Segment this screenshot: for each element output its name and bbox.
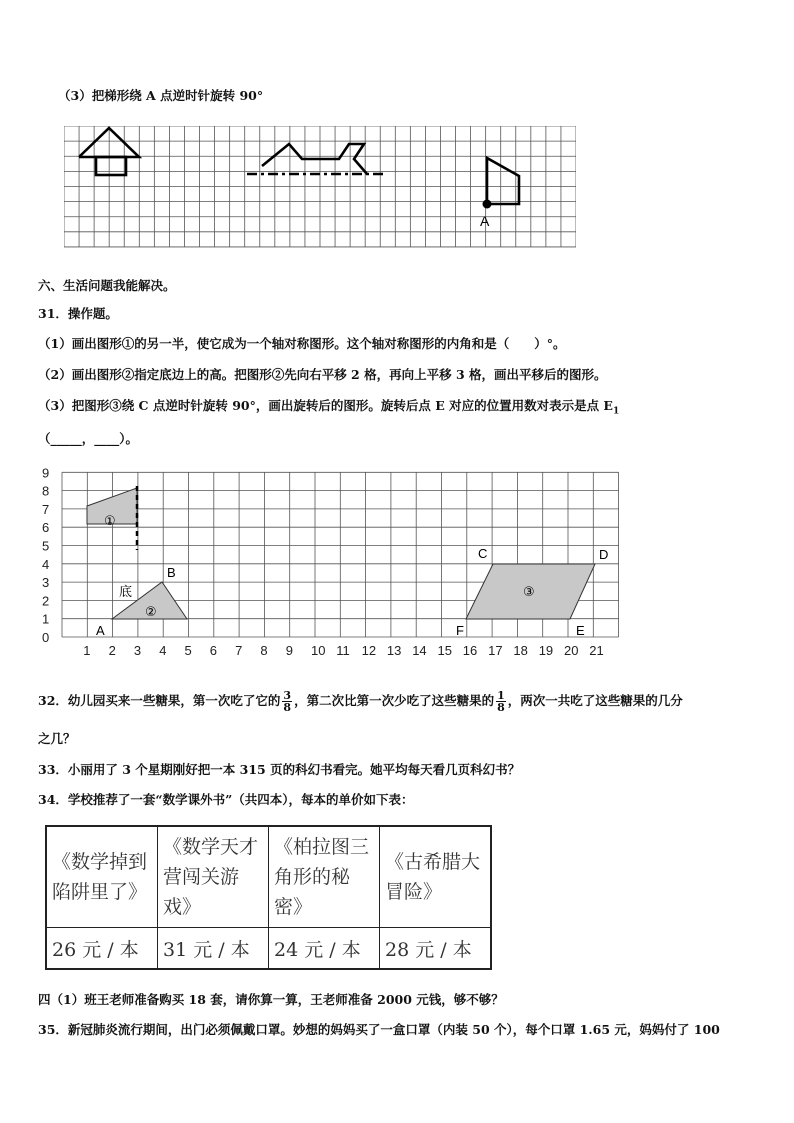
q32-text: 32．幼儿园买来一些糖果，第一次吃了它的 $\frac{3}{8}$ ，第二次比第一次少吃了这些糖果的 $\frac{1}{8}$ ，两次一共吃了这些糖果的几分 (38, 689, 683, 714)
q30-part3-text: （3）把梯形绕 A 点逆时针旋转 90° (58, 88, 264, 103)
book-name-cell: 《数学掉到陷阱里了》 (46, 826, 158, 928)
x-tick-label: 9 (285, 643, 293, 658)
book-name-cell: 《古希腊大冒险》 (380, 826, 492, 928)
q31-part3: （3）把图形③绕 C 点逆时针旋转 90°，画出旋转后的图形。旋转后点 E 对应的位置用数对表示是点 $E_1$ (38, 398, 620, 417)
book-price-cell: 31 元 / 本 (158, 928, 269, 970)
y-tick-label: 2 (42, 593, 50, 609)
x-tick-label: 14 (412, 643, 427, 658)
q34-question: 四（1）班王老师准备购买 18 套，请你算一算，王老师准备 2000 元钱，够不够？ (38, 992, 504, 1007)
book-price-cell: 28 元 / 本 (380, 928, 492, 970)
x-tick-label: 19 (538, 643, 554, 658)
q35-text: 35．新冠肺炎流行期间，出门必须佩戴口罩。妙想的妈妈买了一盒口罩（内装 50 个），每个口罩 1.65 元，妈妈付了 100 (38, 1022, 720, 1037)
y-tick-label: 4 (42, 556, 50, 572)
y-tick-label: 6 (42, 520, 50, 536)
point-b: B (167, 565, 176, 580)
x-tick-label: 18 (513, 643, 528, 658)
x-tick-label: 4 (159, 643, 167, 658)
y-tick-label: 7 (42, 501, 50, 517)
y-tick-label: 9 (42, 465, 50, 481)
pattern-figure (247, 144, 384, 174)
point-c: C (478, 546, 488, 561)
x-tick-label: 12 (361, 643, 377, 658)
y-tick-label: 5 (42, 538, 50, 554)
y-tick-label: 3 (42, 575, 50, 591)
q32-text-cont: 之几？ (38, 731, 76, 746)
x-tick-label: 20 (564, 643, 579, 658)
x-tick-label: 21 (589, 643, 604, 658)
point-a-label: A (480, 213, 490, 229)
x-tick-label: 5 (184, 643, 192, 658)
book-price-table (45, 825, 492, 970)
book-price-cell: 24 元 / 本 (269, 928, 380, 970)
point-d: D (599, 547, 609, 562)
q31-part2: （2）画出图形②指定底边上的高。把图形②先向右平移 2 格，再向上平移 3 格，画出平移后的图形。 (38, 367, 607, 382)
q33-text: 33．小丽用了 3 个星期刚好把一本 315 页的科幻书看完。她平均每天看几页科幻书？ (38, 762, 521, 777)
coordinate-grid (38, 458, 638, 663)
x-tick-label: 13 (386, 643, 402, 658)
fraction-1-8: $\frac{1}{8}$ (497, 689, 505, 714)
q31-part1: （1）画出图形①的另一半，使它成为一个轴对称图形。这个轴对称图形的内角和是（ ）°。 (38, 336, 566, 351)
x-tick-label: 2 (108, 643, 116, 658)
trapezoid-figure (487, 158, 519, 204)
x-tick-label: 15 (437, 643, 452, 658)
q34-title: 34．学校推荐了一套“数学课外书”（共四本），每本的单价如下表： (38, 792, 414, 807)
y-tick-label: 0 (42, 630, 50, 645)
section-six-heading: 六、生活问题我能解决。 (38, 278, 176, 293)
q31-part3-answer: （_____，____）。 (38, 431, 139, 446)
x-tick-label: 16 (462, 643, 478, 658)
point-a-marker (483, 200, 492, 209)
x-tick-label: 17 (488, 643, 503, 658)
x-tick-label: 11 (336, 643, 350, 658)
shape-3-label: ③ (523, 584, 535, 599)
book-price-cell: 26 元 / 本 (46, 928, 158, 970)
grid-figure-1 (64, 126, 576, 253)
x-tick-label: 8 (260, 643, 268, 658)
shape-1-label: ① (104, 513, 116, 528)
shape-2-label: ② (145, 604, 157, 619)
y-tick-label: 1 (42, 611, 50, 627)
book-name-cell: 《数学天才营闯关游戏》 (158, 826, 269, 928)
q31-title: 31．操作题。 (38, 306, 118, 321)
point-e: E (576, 623, 585, 638)
fraction-3-8: $\frac{3}{8}$ (283, 689, 292, 714)
base-label: 底 (119, 584, 133, 599)
x-tick-label: 10 (311, 643, 326, 658)
y-tick-label: 8 (42, 483, 50, 499)
x-tick-label: 6 (209, 643, 218, 658)
x-tick-label: 1 (83, 643, 91, 658)
book-name-cell: 《柏拉图三角形的秘密》 (269, 826, 380, 928)
point-f: F (456, 623, 464, 638)
point-a: A (96, 623, 105, 638)
x-tick-label: 3 (133, 643, 142, 658)
x-tick-label: 7 (235, 643, 243, 658)
